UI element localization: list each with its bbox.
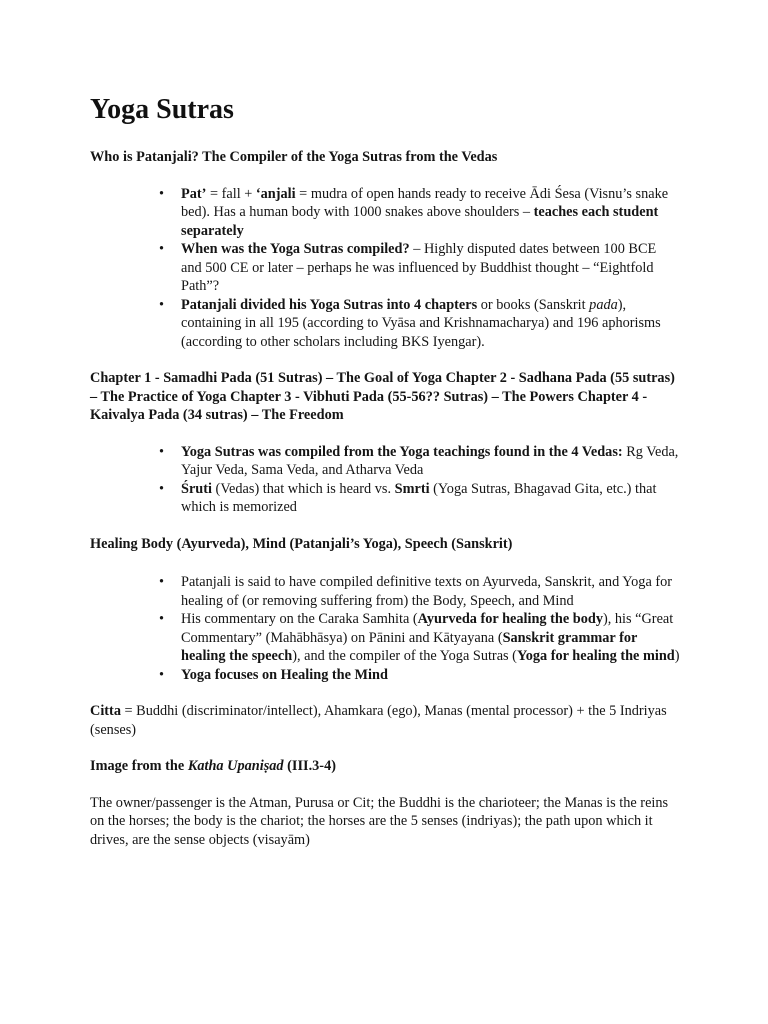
body-text: ), containing in all 195 (according to Vyāsa and Krishnamacharya) and 196 aphorisms (according to other scholars including BKS Iyengar). [181, 296, 661, 350]
list-item [181, 480, 680, 517]
section-heading-image [90, 757, 680, 776]
list-item [181, 185, 680, 241]
italic-text: Katha Upaniṣad [187, 758, 284, 774]
chariot-paragraph: The owner/passenger is the Atman, Purusa or Cit; the Buddhi is the charioteer; the Manas is the reins on the horses; the body is the chariot; the horses are the 5 senses (indriyas); the path upon which it drives, are the sense objects (visayām) [90, 794, 669, 848]
patanjali-bullet-list [90, 185, 680, 352]
bold-text: ‘anjali [255, 185, 296, 202]
bold-text: Patanjali divided his Yoga Sutras into 4 chapters [181, 296, 478, 313]
italic-text: pada [589, 296, 618, 313]
healing-bullet-list [90, 573, 680, 684]
bold-text: Ayurveda for healing the body [417, 611, 603, 627]
vedas-bullet-list [90, 443, 680, 517]
body-text: = mudra of open hands ready to receive Ādi Śesa (Visnu’s snake bed). Has a human body with 1000 snakes above shoulders – [181, 185, 669, 220]
section-heading-healing: Healing Body (Ayurveda), Mind (Patanjali’s Yoga), Speech (Sanskrit) [90, 535, 513, 552]
body-text: His commentary on the Caraka Samhita ( [181, 611, 418, 627]
bold-text: Smrti [394, 480, 430, 497]
bold-text: Yoga Sutras was compiled from the Yoga teachings found in the 4 Vedas: [181, 443, 623, 460]
body-text: – Highly disputed dates between 100 BCE and 500 CE or later – perhaps he was influenced by Buddhist thought – “Eightfold Path”? [181, 241, 657, 294]
list-item [181, 296, 680, 352]
document-body [90, 92, 680, 867]
body-text: ), his “Great Commentary” (Mahābhāsya) on Pānini and Kātyayana ( [181, 611, 674, 646]
body-text: = fall + [206, 185, 256, 202]
body-text: = Buddhi (discriminator/intellect), Ahamkara (ego), Manas (mental processor) + the 5 Indriyas (senses) [90, 703, 667, 738]
body-text: ) [674, 648, 680, 664]
bold-text: Citta [90, 703, 121, 719]
body-text: or books (Sanskrit [477, 296, 590, 313]
list-item [181, 666, 680, 685]
bold-text: Sanskrit grammar for healing the speech [181, 629, 638, 664]
body-text: (Vedas) that which is heard vs. [211, 480, 395, 497]
bold-text: teaches each student separately [181, 204, 659, 239]
bold-text: Yoga for healing the mind [516, 648, 675, 664]
bold-text: When was the Yoga Sutras compiled? [181, 241, 410, 257]
body-text: ), and the compiler of the Yoga Sutras ( [292, 648, 517, 664]
bold-text: Śruti [181, 480, 212, 497]
list-item [181, 443, 680, 480]
document-title: Yoga Sutras [90, 94, 234, 125]
bold-text: (III.3-4) [283, 758, 336, 774]
chapters-paragraph: Chapter 1 - Samadhi Pada (51 Sutras) – The Goal of Yoga Chapter 2 - Sadhana Pada (55 sutras) – The Practice of Yoga Chapter 3 - Vibhuti Pada (55-56?? Sutras) – The Powers Chapter 4 - Kaivalya Pada (34 sutras) – The Freedom [90, 370, 675, 423]
bold-text: Image from the [90, 758, 188, 774]
bold-text: Yoga focuses on Healing the Mind [181, 666, 388, 683]
list-item [181, 573, 680, 610]
section-heading-patanjali: Who is Patanjali? The Compiler of the Yoga Sutras from the Vedas [90, 149, 498, 165]
list-item [181, 240, 680, 296]
body-text: Rg Veda, Yajur Veda, Sama Veda, and Atharva Veda [181, 443, 679, 478]
body-text: Patanjali is said to have compiled definitive texts on Ayurveda, Sanskrit, and Yoga for healing of (or removing suffering from) the Body, Speech, and Mind [181, 574, 673, 609]
list-item [181, 610, 680, 666]
bold-text: Pat’ [181, 185, 207, 202]
citta-paragraph [90, 702, 680, 739]
body-text: (Yoga Sutras, Bhagavad Gita, etc.) that which is memorized [181, 480, 657, 515]
